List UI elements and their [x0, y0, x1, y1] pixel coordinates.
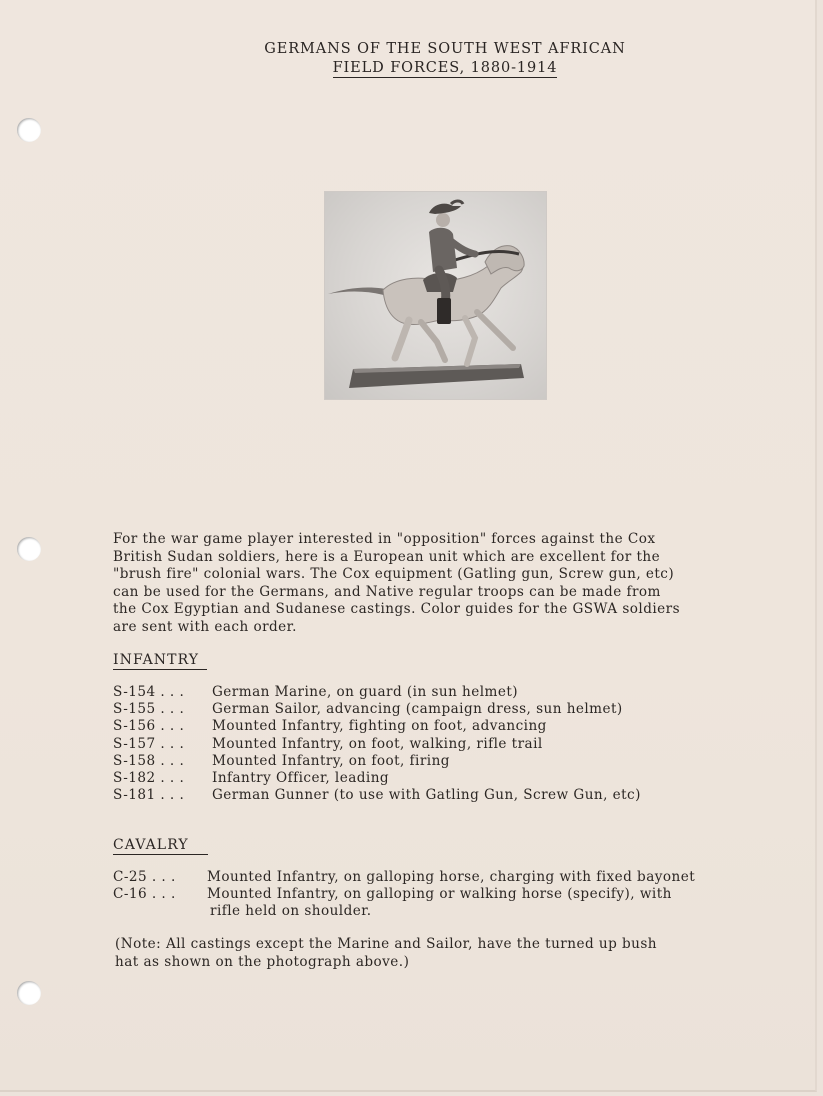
intro-line: are sent with each order. [113, 618, 297, 635]
punch-hole-middle [17, 537, 41, 561]
item-description: Mounted Infantry, fighting on foot, advancing [212, 718, 547, 735]
list-item [113, 736, 641, 753]
list-item [113, 770, 641, 787]
horse-tail [328, 287, 391, 296]
punch-hole-top [17, 118, 41, 142]
intro-line: For the war game player interested in "opposition" forces against the Cox [113, 531, 656, 547]
figure-photo [324, 191, 547, 400]
item-code: S-157 . . . [113, 735, 185, 752]
item-code: S-156 . . . [113, 718, 185, 735]
page-title-line2-text: FIELD FORCES, 1880-1914 [332, 60, 558, 76]
item-code: S-181 . . . [113, 787, 185, 804]
rider-torso [429, 228, 457, 272]
item-description: German Gunner (to use with Gatling Gun, Screw Gun, etc) [212, 787, 641, 804]
note-line: hat as shown on the photograph above.) [115, 953, 410, 970]
infantry-list [113, 684, 641, 804]
item-code: C-16 . . . [113, 886, 176, 903]
item-description: Infantry Officer, leading [212, 770, 390, 787]
item-code: C-25 . . . [113, 869, 176, 885]
item-description-continued: rifle held on shoulder. [210, 903, 372, 920]
intro-paragraph [113, 531, 773, 637]
horse-front-leg-2 [477, 312, 513, 348]
infantry-heading [113, 652, 207, 670]
item-code: S-154 . . . [113, 684, 185, 700]
mounted-soldier-illustration [325, 192, 546, 399]
horse-rear-leg-2 [421, 322, 445, 360]
cavalry-heading-text: CAVALRY [113, 837, 208, 855]
infantry-heading-text: INFANTRY [113, 652, 207, 670]
rider-boot [437, 298, 451, 324]
cavalry-heading [113, 837, 208, 855]
item-description: German Marine, on guard (in sun helmet) [212, 684, 519, 700]
horse-rear-leg-1 [395, 320, 409, 358]
item-description: Mounted Infantry, on foot, walking, rifle trail [212, 735, 543, 752]
list-item [113, 787, 641, 804]
item-code: S-158 . . . [113, 752, 185, 769]
intro-line: the Cox Egyptian and Sudanese castings. Color guides for the GSWA soldiers [113, 601, 681, 618]
list-item [113, 753, 641, 770]
list-item [113, 886, 695, 903]
rider-face [436, 213, 450, 227]
item-description: German Sailor, advancing (campaign dress, sun helmet) [212, 701, 623, 718]
cavalry-list [113, 869, 695, 921]
list-item [113, 701, 641, 718]
horse-front-leg-1 [465, 318, 475, 364]
item-code: S-155 . . . [113, 701, 185, 718]
list-item [113, 869, 695, 886]
item-description: Mounted Infantry, on galloping horse, charging with fixed bayonet [207, 869, 696, 885]
page-title-line2 [200, 60, 690, 76]
punch-hole-bottom [17, 981, 41, 1005]
intro-line: can be used for the Germans, and Native regular troops can be made from [113, 583, 661, 600]
item-code: S-182 . . . [113, 770, 185, 787]
list-item [113, 684, 641, 701]
intro-line: "brush fire" colonial wars. The Cox equipment (Gatling gun, Screw gun, etc) [113, 566, 675, 583]
page-title-line1: GERMANS OF THE SOUTH WEST AFRICAN [264, 41, 626, 57]
list-item [113, 718, 641, 735]
item-description: Mounted Infantry, on galloping or walking horse (specify), with [207, 886, 672, 903]
note-line: (Note: All castings except the Marine and Sailor, have the turned up bush [115, 936, 657, 952]
note-paragraph [115, 936, 775, 971]
item-description: Mounted Infantry, on foot, firing [212, 752, 450, 769]
hat-brim-turned-up [451, 201, 463, 204]
intro-line: British Sudan soldiers, here is a European unit which are excellent for the [113, 548, 661, 565]
bush-hat [429, 204, 461, 214]
